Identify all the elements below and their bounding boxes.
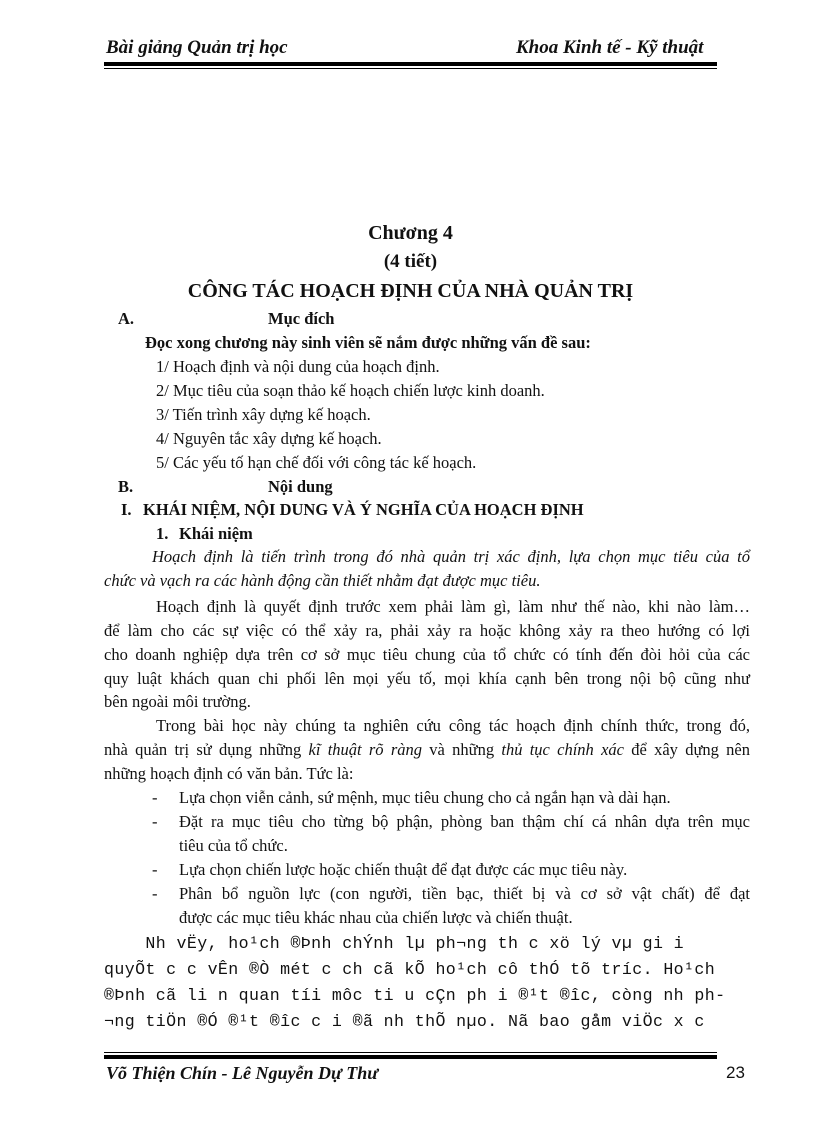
bullet-text: Đặt ra mục tiêu cho từng bộ phận, phòng ban thậm chí cá nhân dựa trên mục — [179, 812, 750, 831]
section-b-title: Nội dung — [268, 477, 333, 496]
section-a-intro: Đọc xong chương này sinh viên sẽ nắm được những vấn đề sau: — [145, 333, 591, 352]
paragraph-line: bên ngoài môi trường. — [104, 692, 251, 711]
bullet-text: Lựa chọn chiến lược hoặc chiến thuật để đạt được các mục tiêu này. — [179, 860, 628, 879]
garbled-line: ®Þnh cã li n quan tíi môc ti u cÇn ph i ®¹t ®îc, còng nh ph- — [104, 986, 726, 1005]
bullet-text: Lựa chọn viễn cảnh, sứ mệnh, mục tiêu chung cho cả ngắn hạn và dài hạn. — [179, 788, 671, 807]
garbled-line: ¬ng tiÖn ®Ó ®¹t ®îc c i ®ã nh thÕ nµo. Nã bao gåm viÖc x c — [104, 1012, 705, 1031]
header-faculty: Khoa Kinh tế - Kỹ thuật — [516, 37, 704, 58]
objective-item: 3/ Tiến trình xây dựng kế hoạch. — [156, 405, 371, 424]
paragraph-line: Hoạch định là quyết định trước xem phải làm gì, làm như thế nào, khi nào làm… — [156, 597, 750, 616]
page-number: 23 — [726, 1063, 745, 1082]
paragraph-line: để làm cho các sự việc có thể xảy ra, phải xảy ra hoặc không xảy ra theo hướng có lợi — [104, 621, 750, 640]
chapter-heading: CÔNG TÁC HOẠCH ĐỊNH CỦA NHÀ QUẢN TRỊ — [187, 280, 634, 302]
footer-authors: Võ Thiện Chín - Lê Nguyễn Dự Thư — [106, 1063, 379, 1083]
header-rule-thick — [104, 62, 717, 66]
section-b-label: B. — [118, 477, 134, 496]
objective-item: 4/ Nguyên tắc xây dựng kế hoạch. — [156, 429, 382, 448]
section-a-title: Mục đích — [268, 309, 335, 328]
objective-item: 1/ Hoạch định và nội dung của hoạch định. — [156, 357, 440, 376]
paragraph-line-mixed — [104, 740, 750, 760]
emphasis-text: kĩ thuật rõ ràng — [308, 740, 423, 759]
subsection-1-title: Khái niệm — [179, 524, 253, 543]
header-rule-thin — [104, 68, 717, 69]
garbled-line: Nh vËy, ho¹ch ®Þnh chÝnh lµ ph¬ng th c xö lý vµ gi i — [104, 934, 685, 953]
objective-item: 5/ Các yếu tố hạn chế đối với công tác kế hoạch. — [156, 453, 477, 472]
emphasis-text: thủ tục chính xác — [501, 740, 624, 759]
bullet-text: tiêu của tổ chức. — [179, 836, 288, 855]
bullet-text: Phân bổ nguồn lực (con người, tiền bạc, thiết bị và cơ sở vật chất) để đạt — [179, 884, 750, 903]
paragraph-line: quy luật khách quan chi phối lên mọi yếu tố, mọi khía cạnh bên trong nội bộ cũng như — [104, 669, 750, 688]
subsection-1-label: 1. — [156, 524, 169, 543]
part-1-label: I. — [121, 500, 132, 519]
text-run: nhà quản trị sử dụng những — [104, 740, 309, 759]
bullet-marker: - — [152, 884, 158, 903]
part-1-title: KHÁI NIỆM, NỘI DUNG VÀ Ý NGHĨA CỦA HOẠCH ĐỊNH — [143, 500, 584, 519]
definition-line: chức và vạch ra các hành động cần thiết nhằm đạt được mục tiêu. — [104, 571, 541, 590]
chapter-title: Chương 4 — [368, 222, 453, 244]
paragraph-line: Trong bài học này chúng ta nghiên cứu công tác hoạch định chính thức, trong đó, — [156, 716, 750, 735]
bullet-marker: - — [152, 812, 158, 831]
text-run: để xây dựng nên — [623, 740, 750, 759]
header-course-title: Bài giảng Quản trị học — [106, 37, 288, 58]
chapter-subtitle: (4 tiết) — [383, 251, 438, 272]
section-a-label: A. — [118, 309, 135, 328]
bullet-marker: - — [152, 860, 158, 879]
bullet-text: được các mục tiêu khác nhau của chiến lược và chiến thuật. — [179, 908, 573, 927]
text-run: và những — [422, 740, 502, 759]
footer-rule-thick — [104, 1055, 717, 1059]
objective-item: 2/ Mục tiêu của soạn thảo kế hoạch chiến lược kinh doanh. — [156, 381, 545, 400]
footer-rule-thin — [104, 1052, 717, 1053]
garbled-line: quyÕt c c vÊn ®Ò mét c ch cã kÕ ho¹ch cô thÓ tõ tríc. Ho¹ch — [104, 960, 716, 979]
bullet-marker: - — [152, 788, 158, 807]
paragraph-line: cho doanh nghiệp dựa trên cơ sở mục tiêu chung của tổ chức có tính đến đòi hỏi của các — [104, 645, 750, 664]
paragraph-line: những hoạch định có văn bản. Tức là: — [104, 764, 354, 783]
definition-line: Hoạch định là tiến trình trong đó nhà quản trị xác định, lựa chọn mục tiêu của tổ — [152, 547, 750, 566]
